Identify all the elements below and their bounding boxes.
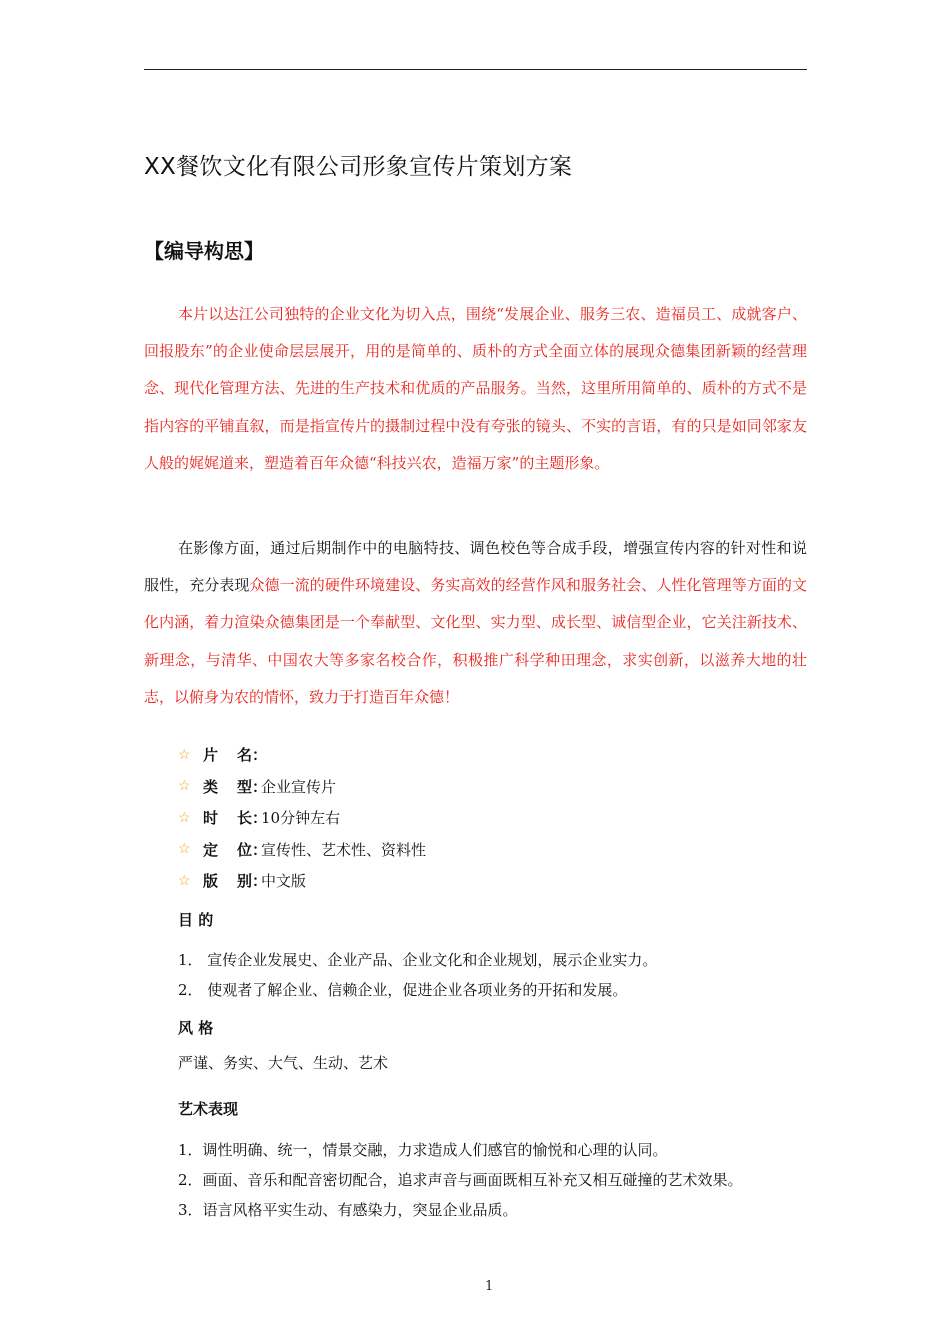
info-label-char1: 片 bbox=[203, 746, 219, 765]
info-label-char2: 位： bbox=[237, 840, 268, 859]
info-label-char1: 时 bbox=[203, 809, 219, 828]
star-icon: ☆ bbox=[178, 809, 191, 826]
info-label-char1: 定 bbox=[203, 840, 219, 859]
star-icon: ☆ bbox=[178, 841, 191, 858]
concept-paragraph-1: 本片以达江公司独特的企业文化为切入点，围绕“发展企业、服务三农、造福员工、成就客户、回报股东”的企业使命层层展开，用的是简单的、质朴的方式全面立体的展现众德集团新颖的经营理念、现代化管理方法、先进的生产技术和优质的产品服务。当然，这里所用简单的、质朴的方式不是指内容的平铺直叙，而是指宣传片的摄制过程中没有夸张的镜头、不实的言语，有的只是如同邻家友人般的娓娓道来，塑造着百年众德“科技兴农，造福万家”的主题形象。 bbox=[144, 305, 807, 472]
style-heading: 风 格 bbox=[178, 1019, 214, 1037]
info-label-char1: 类 bbox=[203, 777, 219, 796]
info-value: 企业宣传片 bbox=[261, 777, 337, 796]
list-item: 1．调性明确、统一，情景交融，力求造成人们感官的愉悦和心理的认同。 bbox=[178, 1140, 668, 1159]
star-icon: ☆ bbox=[178, 872, 191, 889]
info-value: 宣传性、艺术性、资料性 bbox=[261, 840, 427, 859]
info-value: 中文版 bbox=[261, 872, 307, 891]
info-label-char2: 别： bbox=[237, 872, 268, 891]
document-title: XX餐饮文化有限公司形象宣传片策划方案 bbox=[144, 154, 573, 180]
header-rule bbox=[144, 69, 807, 70]
info-row-name bbox=[178, 739, 426, 771]
info-label-char2: 名： bbox=[237, 746, 268, 765]
info-label-char2: 长： bbox=[237, 809, 268, 828]
star-icon: ☆ bbox=[178, 746, 191, 763]
info-row-positioning bbox=[178, 834, 426, 866]
list-item: 3．语言风格平实生动、有感染力，突显企业品质。 bbox=[178, 1200, 518, 1219]
style-text: 严谨、务实、大气、生动、艺术 bbox=[178, 1054, 389, 1072]
info-row-version bbox=[178, 865, 426, 897]
paragraph-2-highlight-text: 众德一流的硬件环境建设、务实高效的经营作风和服务社会、人性化管理等方面的文化内涵，着力渲染众德集团是一个奉献型、文化型、实力型、成长型、诚信型企业，它关注新技术、新理念，与清华、中国农大等多家名校合作，积极推广科学种田理念，求实创新，以滋养大地的壮志，以俯身为农的情怀，致力于打造百年众德！ bbox=[144, 576, 807, 706]
list-item: 2．画面、音乐和配音密切配合，追求声音与画面既相互补充又相互碰撞的艺术效果。 bbox=[178, 1170, 743, 1189]
film-info-list bbox=[178, 739, 426, 897]
info-row-type bbox=[178, 771, 426, 803]
star-icon: ☆ bbox=[178, 778, 191, 795]
info-row-duration bbox=[178, 802, 426, 834]
page-number: 1 bbox=[485, 1279, 494, 1294]
info-value: 10分钟左右 bbox=[261, 809, 341, 828]
art-list bbox=[178, 1134, 743, 1224]
info-label-char2: 型： bbox=[237, 777, 268, 796]
list-item: 1． 宣传企业发展史、企业产品、企业文化和企业规划，展示企业实力。 bbox=[178, 950, 658, 969]
list-item: 2． 使观者了解企业、信赖企业，促进企业各项业务的开拓和发展。 bbox=[178, 980, 628, 999]
section-heading-concept: 【编导构思】 bbox=[144, 239, 264, 263]
info-label-char1: 版 bbox=[203, 872, 219, 891]
art-heading: 艺术表现 bbox=[178, 1100, 239, 1118]
purpose-heading: 目 的 bbox=[178, 911, 214, 929]
purpose-list bbox=[178, 944, 657, 1004]
concept-paragraph-2 bbox=[144, 530, 807, 716]
paragraph-2-plain-text: 在影像方面，通过后期制作中的电脑特技、调色校色等合成手段，增强宣传内容的针对性和说服性，充分表现 bbox=[144, 539, 807, 595]
